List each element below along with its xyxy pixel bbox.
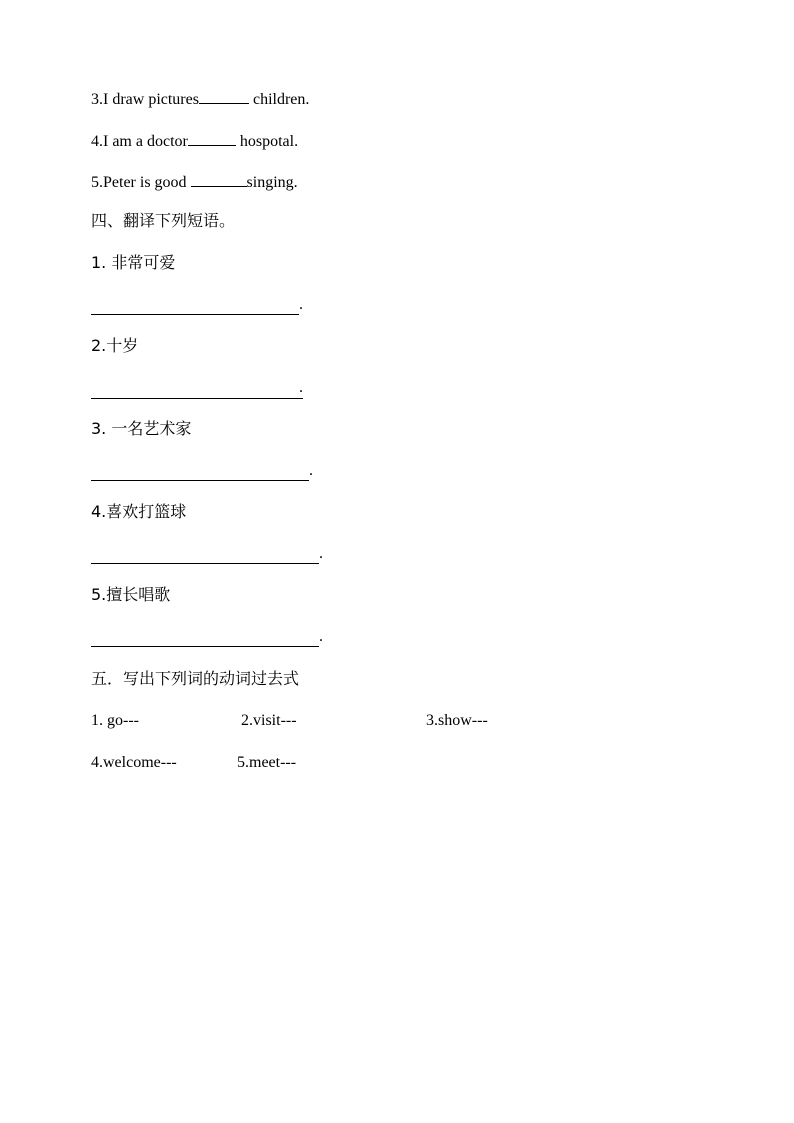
verb-item-meet: 5.meet--- [237,754,297,771]
fill-in-text-after: children. [248,91,310,108]
fill-in-blank[interactable] [191,170,247,187]
fill-in-item-5 [91,170,298,193]
verb-item-welcome: 4.welcome--- [91,754,177,771]
answer-blank[interactable] [91,545,319,564]
translate-prompt-1: 1. 非常可爱 [91,253,176,272]
answer-blank[interactable] [91,462,309,481]
fill-in-text-after: hospotal. [235,133,299,150]
answer-line-2 [91,378,303,398]
answer-line-4 [91,544,323,564]
section4-heading: 四、翻译下列短语。 [91,211,236,230]
translate-prompt-4: 4.喜欢打篮球 [91,502,187,521]
verb-item-show: 3.show--- [426,712,488,729]
answer-period: . [319,628,323,645]
answer-blank[interactable] [91,380,299,399]
answer-blank[interactable] [91,296,299,315]
fill-in-text-before: 4.I am a doctor [91,133,188,150]
answer-period: . [299,378,303,399]
translate-prompt-3: 3. 一名艺术家 [91,419,192,438]
translate-prompt-2: 2.十岁 [91,336,139,355]
fill-in-blank[interactable] [188,129,236,146]
section5-heading: 五．写出下列词的动词过去式 [91,669,300,688]
fill-in-text-before: 3.I draw pictures [91,91,199,108]
fill-in-text-after: singing. [246,174,298,191]
answer-period: . [319,545,323,562]
fill-in-item-4 [91,129,298,152]
fill-in-item-3 [91,87,309,110]
answer-period: . [309,462,313,479]
fill-in-text-before: 5.Peter is good [91,174,191,191]
answer-period: . [299,296,303,313]
verb-item-go: 1. go--- [91,712,139,729]
verb-item-visit: 2.visit--- [241,712,297,729]
answer-line-5 [91,627,323,647]
answer-line-3 [91,461,313,481]
fill-in-blank[interactable] [199,87,249,104]
answer-blank[interactable] [91,628,319,647]
translate-prompt-5: 5.擅长唱歌 [91,585,171,604]
answer-line-1 [91,295,303,315]
